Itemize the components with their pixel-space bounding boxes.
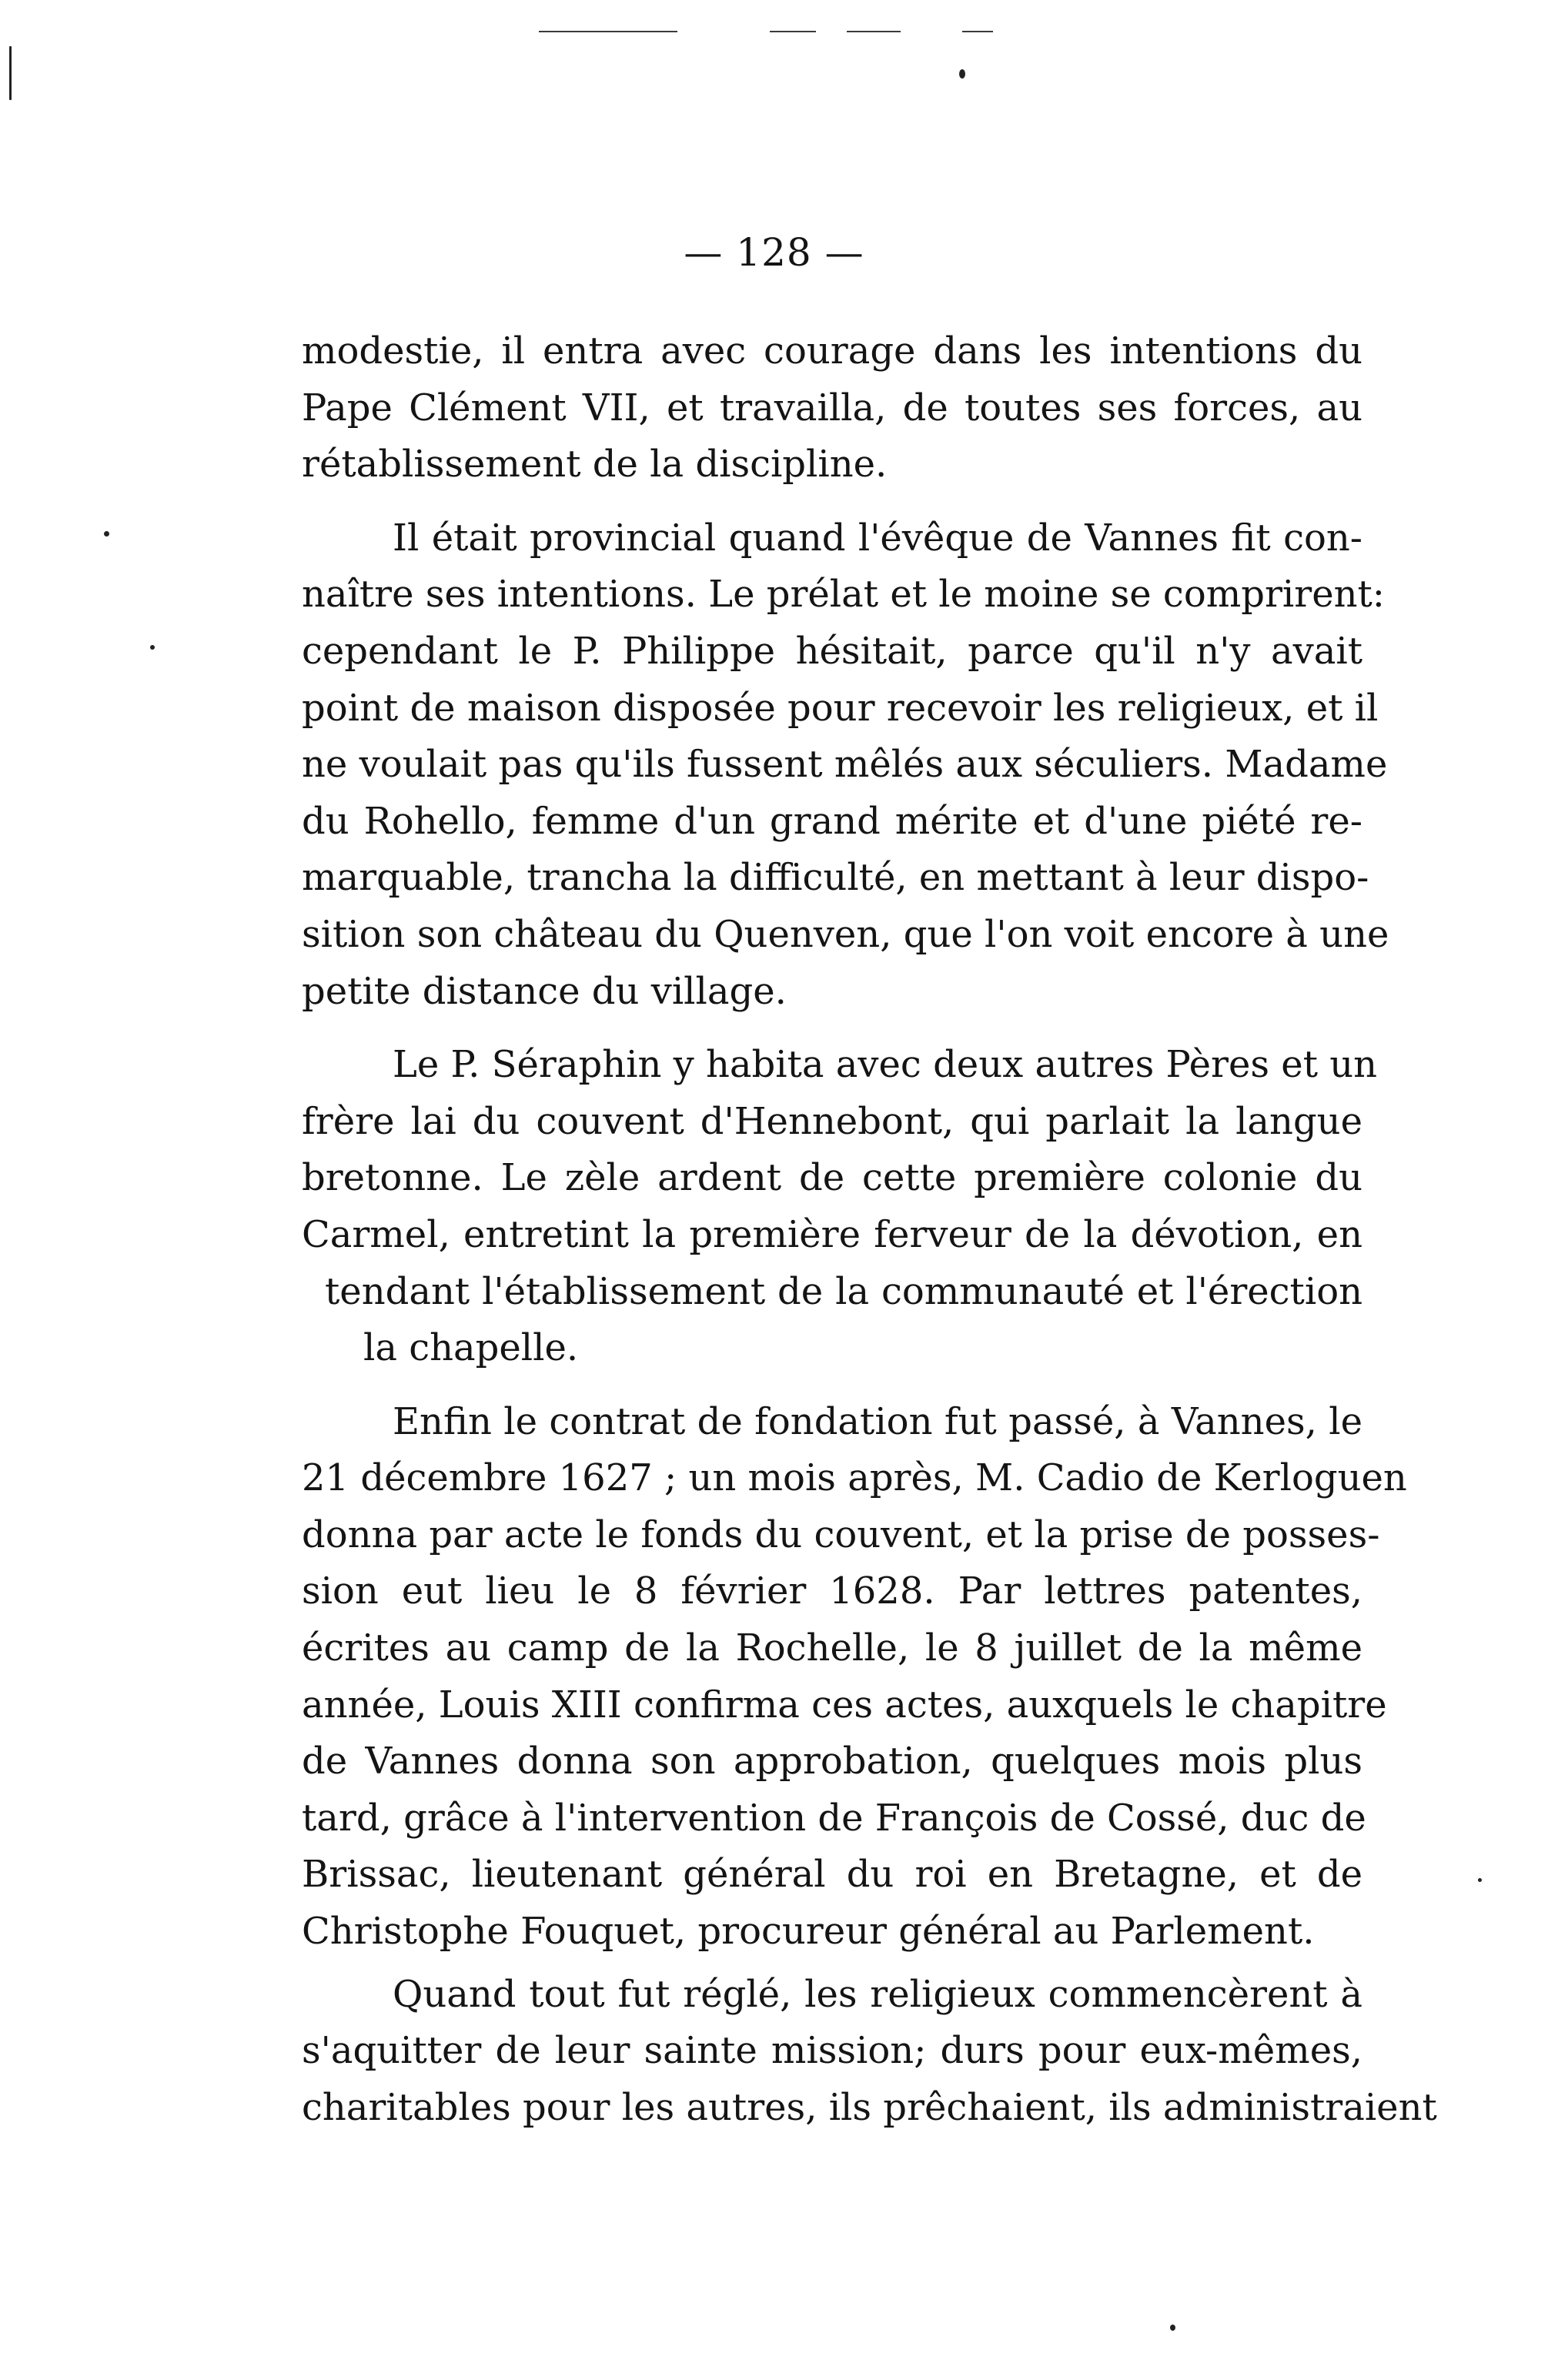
paragraph xyxy=(302,1967,1437,2137)
text-line: modestie, il entra avec courage dans les intentions du xyxy=(302,329,1362,373)
text-line: Pape Clément VII, et travailla, de toutes ses forces, au xyxy=(302,386,1362,430)
text-line: tard, grâce à l'intervention de François de Cossé, duc de xyxy=(302,1796,1366,1840)
scan-speck xyxy=(1170,2325,1175,2331)
text-line: Enfin le contrat de fondation fut passé, à Vannes, le xyxy=(393,1399,1362,1443)
body-text xyxy=(302,323,1437,2136)
text-line: sion eut lieu le 8 février 1628. Par lettres patentes, xyxy=(302,1569,1362,1613)
page-number: — 128 — xyxy=(684,230,864,275)
text-line: Quand tout fut réglé, les religieux commencèrent à xyxy=(393,1972,1362,2016)
paragraph xyxy=(302,510,1389,1020)
scan-rule-top xyxy=(962,31,993,32)
paragraph xyxy=(302,323,1362,493)
text-line: Le P. Séraphin y habita avec deux autres Pères et un xyxy=(393,1043,1378,1087)
scan-speck xyxy=(150,645,155,650)
text-line: sition son château du Quenven, que l'on voit encore à une xyxy=(302,912,1389,956)
text-line: petite distance du village. xyxy=(302,969,787,1013)
scan-speck xyxy=(959,69,965,79)
text-line: tendant l'établissement de la communauté et l'érection xyxy=(325,1269,1362,1313)
text-line: 21 décembre 1627 ; un mois après, M. Cadio de Kerloguen xyxy=(302,1456,1407,1500)
text-line: charitables pour les autres, ils prêchaient, ils administraient xyxy=(302,2085,1437,2129)
text-line: donna par acte le fonds du couvent, et la prise de posses- xyxy=(302,1513,1380,1556)
scan-speck xyxy=(104,531,109,537)
text-line: du Rohello, femme d'un grand mérite et d'une piété re- xyxy=(302,799,1362,843)
text-line: point de maison disposée pour recevoir les religieux, et il xyxy=(302,686,1379,730)
text-line: bretonne. Le zèle ardent de cette première colonie du xyxy=(302,1156,1362,1200)
text-line: Christophe Fouquet, procureur général au Parlement. xyxy=(302,1910,1315,1954)
text-line: marquable, trancha la difficulté, en mettant à leur dispo- xyxy=(302,856,1369,900)
scan-speck xyxy=(1478,1878,1482,1882)
text-line: année, Louis XIII confirma ces actes, auxquels le chapitre xyxy=(302,1683,1387,1727)
scan-rule-top xyxy=(847,31,901,32)
text-line: Carmel, entretint la première ferveur de la dévotion, en xyxy=(302,1212,1362,1256)
text-line: écrites au camp de la Rochelle, le 8 juillet de la même xyxy=(302,1626,1362,1670)
scan-rule-top xyxy=(770,31,816,32)
text-line: naître ses intentions. Le prélat et le moine se comprirent: xyxy=(302,573,1385,617)
text-line: Il était provincial quand l'évêque de Vannes fit con- xyxy=(393,516,1362,560)
paragraph xyxy=(302,1037,1378,1377)
text-line: cependant le P. Philippe hésitait, parce qu'il n'y avait xyxy=(302,629,1362,673)
text-line: frère lai du couvent d'Hennebont, qui parlait la langue xyxy=(302,1099,1362,1143)
text-line: ne voulait pas qu'ils fussent mêlés aux séculiers. Madame xyxy=(302,743,1388,787)
scan-rule-top xyxy=(539,31,677,32)
scan-speck xyxy=(9,46,12,100)
text-line: de Vannes donna son approbation, quelques mois plus xyxy=(302,1740,1362,1783)
text-line: la chapelle. xyxy=(363,1326,579,1370)
paragraph xyxy=(302,1394,1407,1960)
text-line: s'aquitter de leur sainte mission; durs pour eux-mêmes, xyxy=(302,2029,1362,2073)
text-line: Brissac, lieutenant général du roi en Bretagne, et de xyxy=(302,1853,1362,1897)
text-line: rétablissement de la discipline. xyxy=(302,443,888,486)
